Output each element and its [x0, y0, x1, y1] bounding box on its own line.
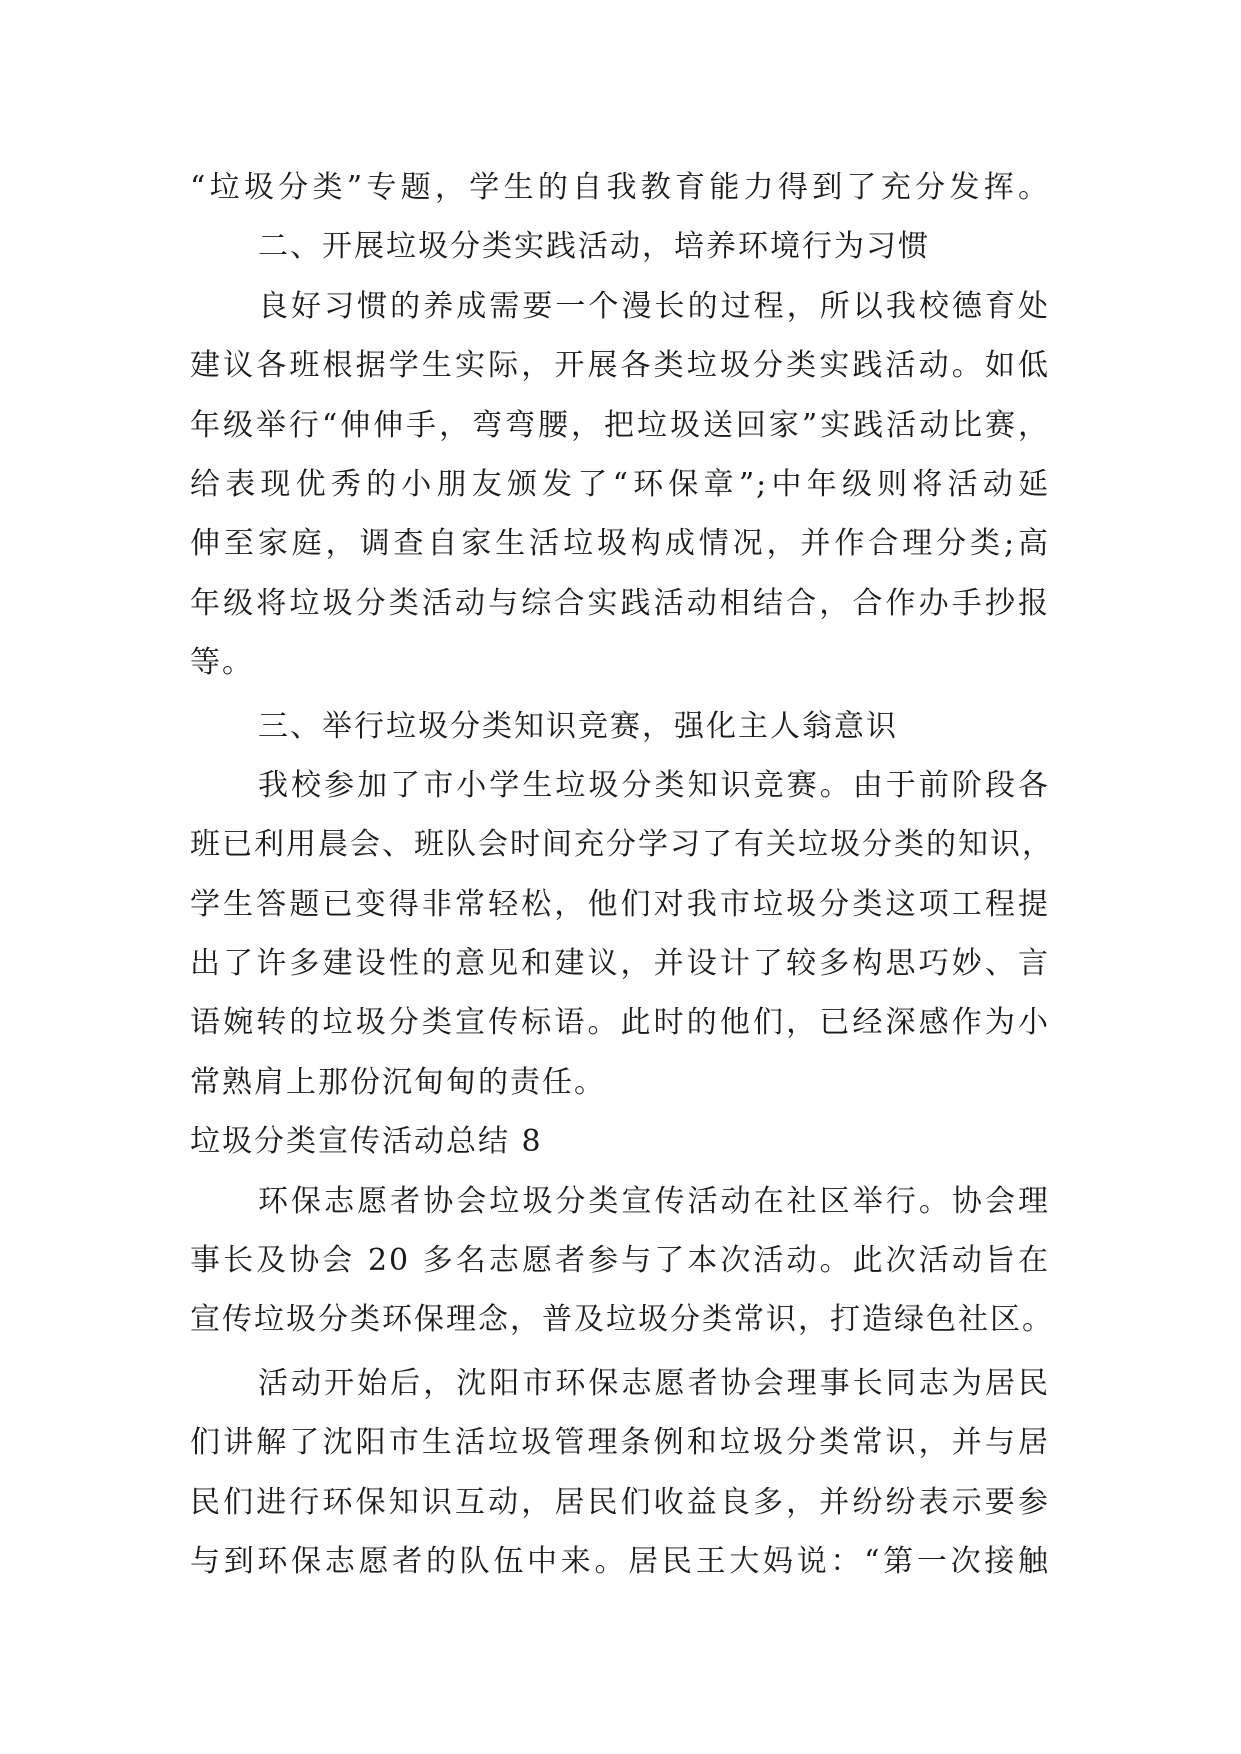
paragraph-line: 环保志愿者协会垃圾分类宣传活动在社区举行。协会理 [258, 1183, 1050, 1219]
section-heading-3: 三、举行垃圾分类知识竞赛，强化主人翁意识 [258, 708, 898, 744]
article-title: 垃圾分类宣传活动总结 8 [190, 1124, 543, 1160]
paragraph-line: 建议各班根据学生实际，开展各类垃圾分类实践活动。如低 [190, 348, 1050, 384]
paragraph-line: 给表现优秀的小朋友颁发了“环保章”;中年级则将活动延 [190, 466, 1050, 502]
paragraph-line: 良好习惯的养成需要一个漫长的过程，所以我校德育处 [258, 288, 1050, 324]
paragraph-line: 语婉转的垃圾分类宣传标语。此时的他们，已经深感作为小 [190, 1005, 1050, 1041]
paragraph-line: 年级将垃圾分类活动与综合实践活动相结合，合作办手抄报 [190, 585, 1050, 621]
paragraph-line: 们讲解了沈阳市生活垃圾管理条例和垃圾分类常识，并与居 [190, 1425, 1050, 1461]
paragraph-line: 宣传垃圾分类环保理念，普及垃圾分类常识，打造绿色社区。 [190, 1302, 1054, 1338]
paragraph-line: 学生答题已变得非常轻松，他们对我市垃圾分类这项工程提 [190, 886, 1050, 922]
paragraph-line: “垃圾分类”专题，学生的自我教育能力得到了充分发挥。 [190, 170, 1050, 205]
paragraph-line: 常熟肩上那份沉甸甸的责任。 [190, 1064, 606, 1100]
paragraph-line: 与到环保志愿者的队伍中来。居民王大妈说：“第一次接触 [190, 1543, 1050, 1579]
paragraph-line: 活动开始后，沈阳市环保志愿者协会理事长同志为居民 [258, 1365, 1050, 1401]
paragraph-line: 伸至家庭，调查自家生活垃圾构成情况，并作合理分类;高 [190, 526, 1050, 562]
paragraph-line: 班已利用晨会、班队会时间充分学习了有关垃圾分类的知识， [190, 827, 1054, 863]
paragraph-line: 等。 [190, 645, 254, 681]
paragraph-line: 出了许多建设性的意见和建议，并设计了较多构思巧妙、言 [190, 946, 1050, 982]
paragraph-line: 年级举行“伸伸手，弯弯腰，把垃圾送回家”实践活动比赛， [190, 407, 1050, 443]
paragraph-line: 民们进行环保知识互动，居民们收益良多，并纷纷表示要参 [190, 1484, 1050, 1520]
paragraph-line: 事长及协会 20 多名志愿者参与了本次活动。此次活动旨在 [190, 1243, 1050, 1279]
section-heading-2: 二、开展垃圾分类实践活动，培养环境行为习惯 [258, 229, 930, 265]
document-body [190, 158, 1054, 1591]
paragraph-line: 我校参加了市小学生垃圾分类知识竞赛。由于前阶段各 [258, 767, 1050, 803]
